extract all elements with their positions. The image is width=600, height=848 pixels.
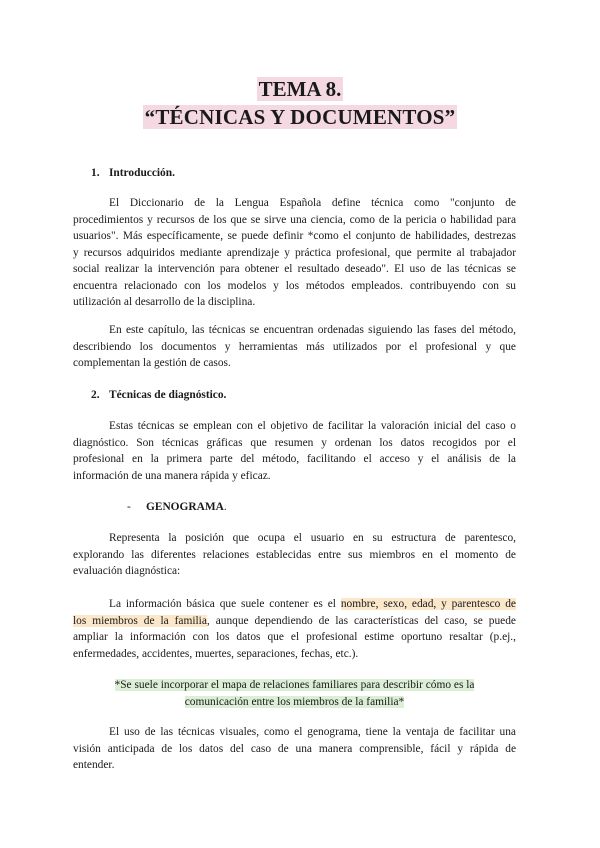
section-1-paragraph-1 <box>73 195 516 311</box>
section-2-heading <box>91 387 226 404</box>
text-line: El Diccionario de la Lengua Española define técnica como "conjunto de <box>109 197 516 209</box>
title-text: “TÉCNICAS Y DOCUMENTOS” <box>144 105 456 129</box>
text-line: procedimientos y recursos de los que se sirve una ciencia, como de la pericia o habilidad para <box>73 213 516 226</box>
text-segment: La información básica que suele contener es el <box>109 598 341 610</box>
text-line: social realizar la intervención para obtener el resultado deseado". El uso de las técnicas se <box>73 263 516 275</box>
title-line-2 <box>0 104 600 130</box>
highlight-orange: nombre, sexo, edad, y parentesco de <box>340 598 516 610</box>
text-line: diagnóstico. Son técnicas gráficas que resumen y ordenan los datos recogidos por el <box>73 436 516 449</box>
section-1-heading <box>91 165 175 182</box>
text-line: enfermedades, accidentes, muertes, separaciones, fechas, etc.). <box>73 647 359 660</box>
section-2-number: 2. <box>91 389 100 401</box>
section-2-paragraph-3 <box>73 596 516 662</box>
section-2-title: Técnicas de diagnóstico. <box>109 389 227 401</box>
genograma-note <box>73 677 516 710</box>
text-segment: , aunque dependiendo de las características del caso, se puede <box>206 614 516 627</box>
section-2-paragraph-4 <box>73 724 516 774</box>
text-line: profesional en la primera parte del método, facilitando el acceso y el análisis de la <box>73 453 516 465</box>
text-line: Representa la posición que ocupa el usuario en su estructura de parentesco, <box>109 532 516 544</box>
text-line: utilización al desarrollo de la disciplina. <box>73 296 256 308</box>
section-1-paragraph-2 <box>73 322 516 372</box>
text-line: ampliar la información con los datos que el profesional estime oportuno resaltar (p.ej., <box>73 631 516 643</box>
text-line: describiendo los documentos y herramientas más utilizados por el profesional y que <box>73 340 516 353</box>
title-line-1 <box>0 76 600 102</box>
highlight-orange: los miembros de la familia <box>73 614 207 627</box>
text-line: entender. <box>73 759 115 771</box>
section-1-title: Introducción. <box>109 167 175 179</box>
title-number: TEMA 8. <box>258 77 342 101</box>
text-line: información de una manera rápida y eficaz. <box>73 469 271 482</box>
text-line <box>73 596 516 613</box>
text-line <box>73 613 516 630</box>
section-1-number: 1. <box>91 167 100 179</box>
subheading-title: GENOGRAMA <box>146 501 224 513</box>
highlight-green: comunicación entre los miembros de la familia* <box>184 695 405 708</box>
subheading-punct: . <box>223 501 227 513</box>
text-line: explorando las diferentes relaciones establecidas entre sus miembros en el momento de <box>73 548 516 561</box>
section-2-paragraph-1 <box>73 418 516 484</box>
text-line: evaluación diagnóstica: <box>73 565 181 577</box>
text-line: usuarios". Más específicamente, se puede definir *como el conjunto de habilidades, destrezas <box>73 230 516 242</box>
subheading-dash: - <box>127 501 131 513</box>
text-line: En este capítulo, las técnicas se encuentran ordenadas siguiendo las fases del método, <box>109 324 516 336</box>
text-line: El uso de las técnicas visuales, como el genograma, tiene la ventaja de facilitar una <box>109 726 516 738</box>
text-line: y recursos adquiridos mediante aprendizaje y práctica profesional, que permite al trabajador <box>73 246 516 259</box>
text-line: complementan la gestión de casos. <box>73 357 231 369</box>
text-line: visión anticipada de los datos del caso de una manera comprensible, fácil y rápida de <box>73 742 516 755</box>
note-line <box>73 677 516 694</box>
text-line: Estas técnicas se emplean con el objetivo de facilitar la valoración inicial del caso o <box>109 420 516 432</box>
genograma-subheading <box>127 499 227 516</box>
highlight-green: *Se suele incorporar el mapa de relaciones familiares para describir cómo es la <box>114 679 475 691</box>
section-2-paragraph-2 <box>73 530 516 580</box>
text-line: encuentra relacionado con los modelos y los métodos empleados. contribuyendo con su <box>73 279 516 292</box>
note-line <box>73 694 516 711</box>
